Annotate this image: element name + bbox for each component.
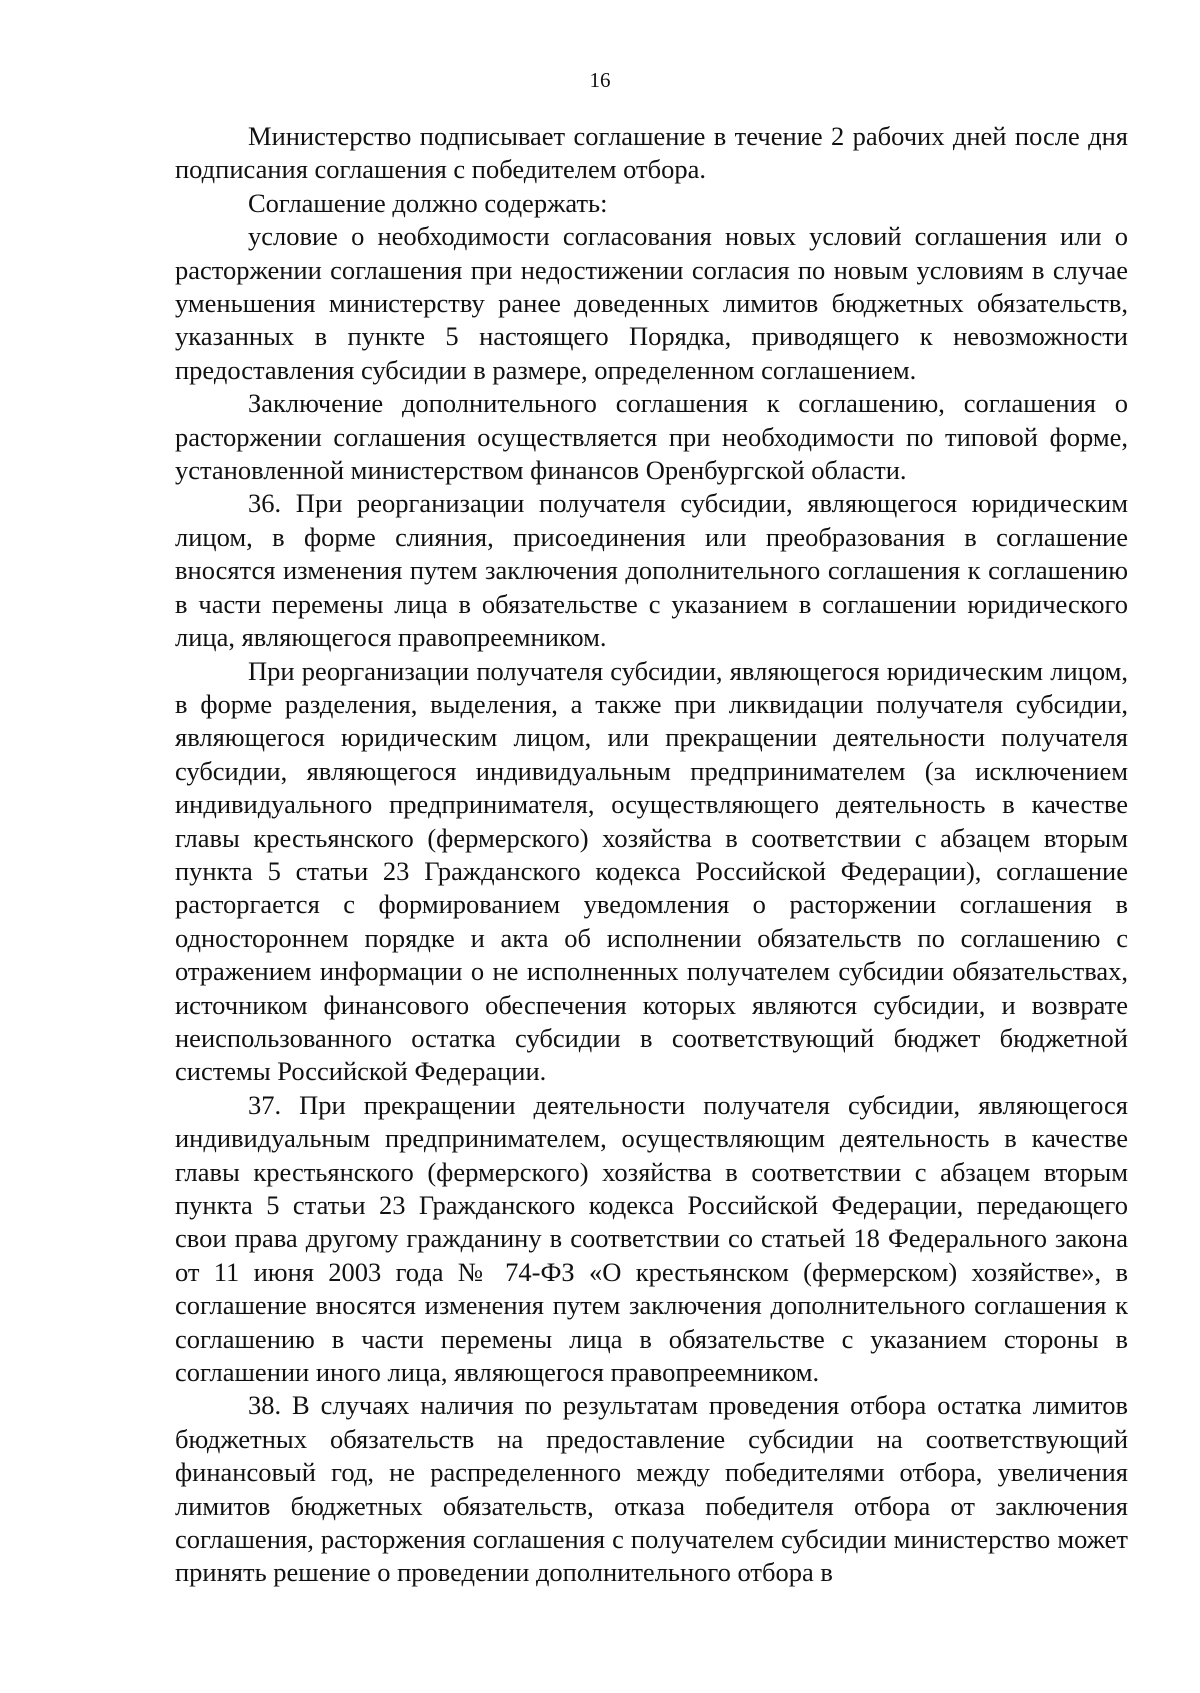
document-body [175,120,1128,1590]
paragraph-item-38: 38. В случаях наличия по результатам проведения отбора остатка лимитов бюджетных обязательств на предоставление субсидии на соответствующий финансовый год, не распределенного между победителями отбора, увеличения лимитов бюджетных обязательств, отказа победителя отбора от заключения соглашения, расторжения соглашения с получателем субсидии министерство может принять решение о проведении дополнительного отбора в [175,1390,1128,1588]
paragraph-agreement-contents: Соглашение должно содержать: [248,187,608,218]
paragraph-additional-agreement: Заключение дополнительного соглашения к соглашению, соглашения о расторжении соглашения осуществляется при необходимости по типовой форме, установленной министерством финансов Оренбургской области. [175,388,1128,486]
paragraph-reorganization: При реорганизации получателя субсидии, являющегося юридическим лицом, в форме разделения, выделения, а также при ликвидации получателя субсидии, являющегося юридическим лицом, или прекращении деятельности получателя субсидии, являющегося индивидуальным предпринимателем (за исключением индивидуального предпринимателя, осуществляющего деятельность в качестве главы крестьянского (фермерского) хозяйства в соответствии с абзацем вторым пункта 5 статьи 23 Гражданского кодекса Российской Федерации), соглашение расторгается с формированием уведомления о расторжении соглашения в одностороннем порядке и акта об исполнении обязательств по соглашению с отражением информации о не исполненных получателем субсидии обязательствах, источником финансового обеспечения которых являются субсидии, и возврате неиспользованного остатка субсидии в соответствующий бюджет бюджетной системы Российской Федерации. [175,655,1128,1087]
paragraph-condition: условие о необходимости согласования новых условий соглашения или о расторжении соглашения при недостижении согласия по новым условиям в случае уменьшения министерству ранее доведенных лимитов бюджетных обязательств, указанных в пункте 5 настоящего Порядка, приводящего к невозможности предоставления субсидии в размере, определенном соглашением. [175,221,1128,385]
page-number: 16 [589,68,611,92]
paragraph-signing: Министерство подписывает соглашение в течение 2 рабочих дней после дня подписания соглашения с победителем отбора. [175,121,1128,185]
paragraph-item-37: 37. При прекращении деятельности получателя субсидии, являющегося индивидуальным предпринимателем, осуществляющим деятельность в качестве главы крестьянского (фермерского) хозяйства в соответствии с абзацем вторым пункта 5 статьи 23 Гражданского кодекса Российской Федерации, передающего свои права другому гражданину в соответствии со статьей 18 Федерального закона от 11 июня 2003 года № 74-ФЗ «О крестьянском (фермерском) хозяйстве», в соглашение вносятся изменения путем заключения дополнительного соглашения к соглашению в части перемены лица в обязательстве с указанием стороны в соглашении иного лица, являющегося правопреемником. [175,1089,1128,1388]
paragraph-item-36: 36. При реорганизации получателя субсидии, являющегося юридическим лицом, в форме слияния, присоединения или преобразования в соглашение вносятся изменения путем заключения дополнительного соглашения к соглашению в части перемены лица в обязательстве с указанием в соглашении юридического лица, являющегося правопреемником. [175,488,1128,653]
